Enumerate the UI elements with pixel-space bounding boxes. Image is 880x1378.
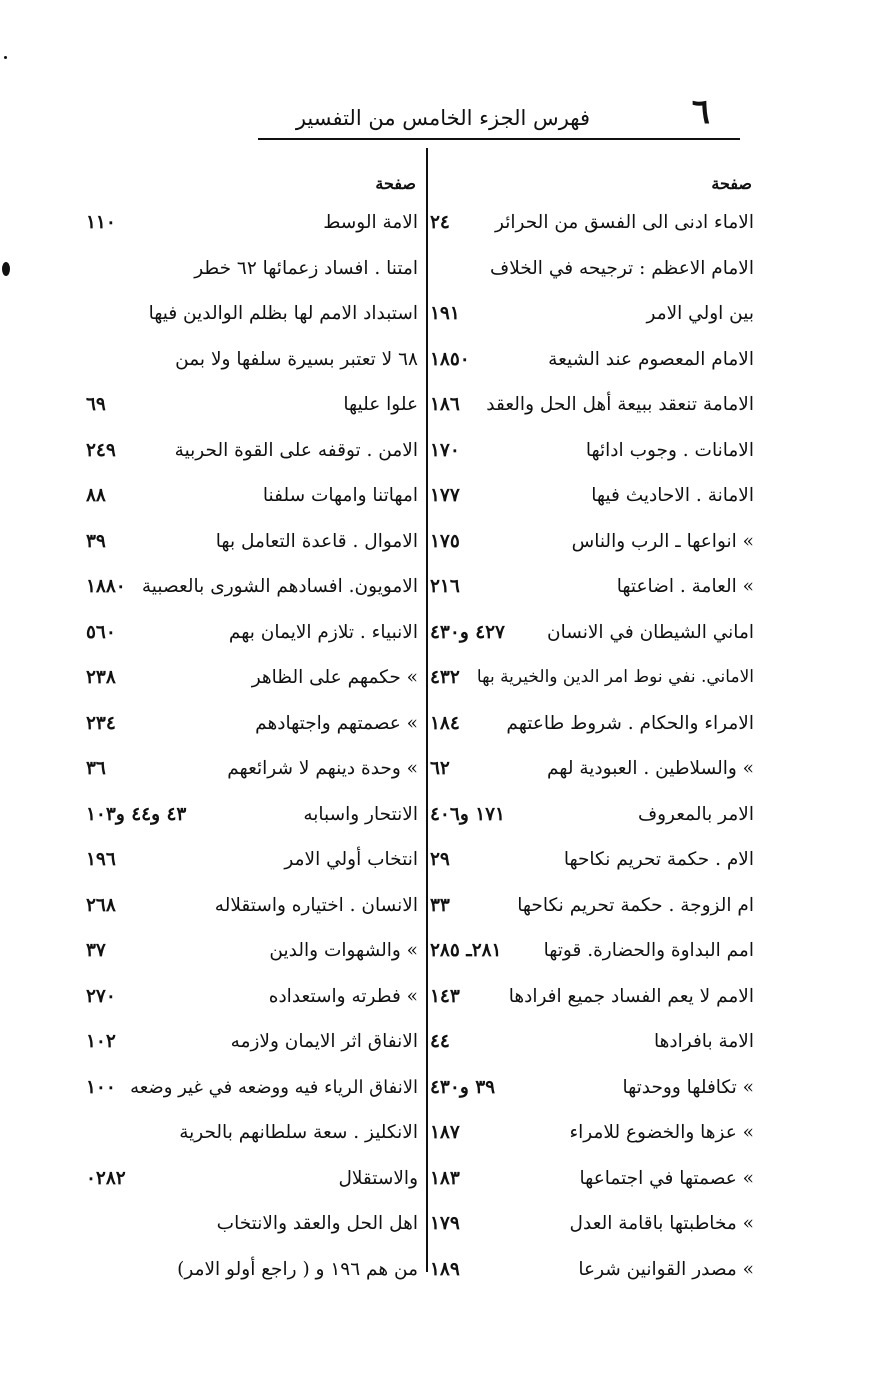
index-entry	[430, 428, 756, 474]
index-entry	[86, 883, 420, 929]
page-header	[258, 92, 710, 138]
entry-text: الامة الوسط	[323, 212, 418, 233]
entry-text: الامويون. افسادهم الشورى بالعصبية	[141, 576, 418, 597]
entry-page-number: ٢١٦	[430, 576, 460, 597]
entry-page-number: ١٨٧	[430, 1122, 460, 1143]
index-entry	[430, 655, 756, 701]
entry-text: الانتحار واسبابه	[303, 803, 418, 825]
entry-text: امتنا . افساد زعمائها ٦٢ خطر	[194, 257, 418, 279]
entry-page-number: ١٧٧	[430, 485, 460, 506]
index-entry	[86, 792, 420, 838]
entry-text: اهل الحل والعقد والانتخاب	[216, 1213, 418, 1234]
entry-page-number: ٣٣	[430, 894, 450, 916]
index-entry	[430, 928, 756, 974]
entry-page-number: ٤٢٧ و٤٣٠	[430, 621, 505, 643]
entry-text: » العامة . اضاعتها	[616, 576, 754, 597]
entry-text: امهاتنا وامهات سلفنا	[262, 485, 418, 506]
entry-page-number: ١٨٣	[430, 1167, 460, 1189]
index-entry	[430, 337, 756, 383]
entry-text: انتخاب أولي الامر	[284, 849, 418, 870]
entry-text: » عصمتها في اجتماعها	[579, 1167, 754, 1189]
entry-page-number: ١٠٢	[86, 1031, 116, 1052]
index-entry	[430, 701, 756, 747]
index-entry	[86, 428, 420, 474]
entry-text: الام . حكمة تحريم نكاحها	[563, 849, 754, 870]
entry-page-number: ٢٩	[430, 849, 450, 870]
entry-text: الانفاق الرياء فيه ووضعه في غير وضعه	[130, 1076, 418, 1098]
entry-text: ٦٨ لا تعتبر بسيرة سلفها ولا بمن	[175, 348, 418, 370]
index-entry	[86, 928, 420, 974]
entry-text: الامر بالمعروف	[637, 803, 754, 825]
index-entry	[86, 337, 420, 383]
index-entry	[86, 1247, 420, 1293]
entry-page-number: ١٧١ و٤٠٦	[430, 803, 505, 825]
scan-mark	[2, 262, 10, 276]
entry-text: من هم ١٩٦ و ( راجع أولو الامر)	[177, 1258, 418, 1280]
entry-text: » انواعها ـ الرب والناس	[571, 530, 754, 552]
entry-text: والاستقلال	[338, 1167, 418, 1189]
entry-text: » مصدر القوانين شرعا	[578, 1258, 754, 1280]
index-entry	[430, 519, 756, 565]
page-number: ٦	[691, 92, 710, 132]
index-entry	[430, 837, 756, 883]
index-entry	[430, 1065, 756, 1111]
entry-page-number: ٢٣٤	[86, 712, 116, 734]
entry-text: الامام المعصوم عند الشيعة	[548, 348, 754, 370]
entry-text: الامن . توقفه على القوة الحربية	[174, 439, 418, 461]
entry-text: » عزها والخضوع للامراء	[569, 1122, 754, 1143]
index-entry	[86, 1065, 420, 1111]
index-column-right	[430, 168, 756, 1292]
entry-page-number: ٢٤	[430, 212, 450, 233]
index-column-left	[86, 168, 420, 1292]
entry-text: الامانات . وجوب ادائها	[585, 439, 754, 461]
entry-text: » وحدة دينهم لا شرائعهم	[227, 758, 418, 779]
index-entry	[86, 1201, 420, 1247]
index-entry	[86, 610, 420, 656]
entry-page-number: ١٨٥٠	[430, 348, 470, 370]
entry-text: الامراء والحكام . شروط طاعتهم	[506, 712, 754, 734]
index-entry	[430, 200, 756, 246]
entry-page-number: ١٩١	[430, 303, 460, 324]
index-entry	[86, 564, 420, 610]
entry-page-number: ٤٤	[430, 1031, 450, 1052]
entry-page-number: ٢٨١ـ ٢٨٥	[430, 940, 502, 961]
entry-text: بين اولي الامر	[646, 303, 754, 324]
entry-text: الانبياء . تلازم الايمان بهم	[228, 621, 418, 643]
index-entry	[430, 246, 756, 292]
index-entry	[86, 701, 420, 747]
entry-page-number: ٦٩	[86, 394, 106, 415]
entry-page-number: ٤٣٢	[430, 667, 460, 688]
entry-text: » والسلاطين . العبودية لهم	[547, 758, 754, 779]
index-entry	[430, 473, 756, 519]
entry-page-number: ٣٩	[86, 530, 106, 552]
entry-text: الاموال . قاعدة التعامل بها	[215, 530, 418, 552]
index-entry	[430, 1156, 756, 1202]
entry-page-number: ١٤٣	[430, 985, 460, 1007]
entry-page-number: ٠٢٨٢	[86, 1167, 126, 1189]
entry-page-number: ١٨٨٠	[86, 576, 126, 597]
index-entry	[86, 655, 420, 701]
entry-text: علوا عليها	[343, 394, 418, 415]
index-entry	[430, 792, 756, 838]
entry-text: الامامة تنعقد ببيعة أهل الحل والعقد	[486, 394, 754, 415]
index-entry	[86, 1019, 420, 1065]
scan-speck	[4, 56, 7, 59]
index-entry	[430, 746, 756, 792]
index-entry	[430, 974, 756, 1020]
entry-page-number: ١٠٠	[86, 1076, 116, 1098]
index-entry	[430, 291, 756, 337]
entry-page-number: ١١٠	[86, 212, 116, 233]
index-entry	[430, 1201, 756, 1247]
index-entry	[430, 883, 756, 929]
entry-page-number: ١٨٩	[430, 1258, 460, 1280]
entry-page-number: ١٩٦	[86, 849, 116, 870]
entry-text: امم البداوة والحضارة. قوتها	[543, 940, 754, 961]
entry-page-number: ٥٦٠	[86, 621, 116, 643]
entry-text: الامم لا يعم الفساد جميع افرادها	[508, 985, 754, 1007]
entry-page-number: ٢٣٨	[86, 667, 116, 688]
column-divider	[426, 148, 428, 1272]
index-entry	[86, 1156, 420, 1202]
entry-text: الاماء ادنى الى الفسق من الحرائر	[495, 212, 754, 233]
index-entry	[86, 519, 420, 565]
entry-page-number: ٢٦٨	[86, 894, 116, 916]
index-entry	[430, 564, 756, 610]
index-entry	[86, 291, 420, 337]
entry-text: » عصمتهم واجتهادهم	[255, 712, 418, 734]
entry-page-number: ٤٣ و٤٤ و١٠٣	[86, 803, 187, 825]
entry-page-number: ٣٦	[86, 758, 106, 779]
index-entry	[86, 382, 420, 428]
index-entry	[86, 1110, 420, 1156]
entry-text: » مخاطبتها باقامة العدل	[569, 1213, 754, 1234]
entry-text: الاماني. نفي نوط امر الدين والخيرية بها	[476, 667, 754, 687]
entry-page-number: ١٧٩	[430, 1213, 460, 1234]
index-entry	[430, 610, 756, 656]
entry-page-number: ٦٢	[430, 758, 450, 779]
page-title: فهرس الجزء الخامس من التفسير	[295, 106, 590, 130]
index-entry	[86, 974, 420, 1020]
entry-page-number: ٢٤٩	[86, 439, 116, 461]
entry-text: » والشهوات والدين	[269, 940, 418, 961]
entry-page-number: ١٧٥	[430, 530, 460, 552]
entry-page-number: ٣٩ و٤٣٠	[430, 1076, 496, 1098]
index-entry	[430, 382, 756, 428]
entry-page-number: ٢٧٠	[86, 985, 116, 1007]
index-entry	[86, 837, 420, 883]
entry-text: استبداد الامم لها بظلم الوالدين فيها	[148, 303, 418, 324]
entry-text: اماني الشيطان في الانسان	[547, 621, 754, 643]
entry-text: الامانة . الاحاديث فيها	[591, 485, 754, 506]
entry-text: الامة بافرادها	[653, 1031, 754, 1052]
header-rule	[258, 138, 740, 140]
entry-text: » فطرته واستعداده	[268, 985, 418, 1007]
entry-page-number: ١٨٦	[430, 394, 460, 415]
entry-text: » تكافلها ووحدتها	[622, 1076, 754, 1098]
index-entry	[430, 1247, 756, 1293]
index-entry	[430, 1110, 756, 1156]
entry-text: الانفاق اثر الايمان ولازمه	[230, 1031, 418, 1052]
entry-text: الانسان . اختياره واستقلاله	[214, 894, 418, 916]
entry-text: » حكمهم على الظاهر	[251, 667, 418, 688]
entry-text: الانكليز . سعة سلطانهم بالحرية	[179, 1122, 418, 1143]
column-heading-page: صفحة	[375, 174, 416, 193]
column-heading-page: صفحة	[711, 174, 752, 193]
entry-page-number: ١٧٠	[430, 439, 460, 461]
index-entry	[86, 246, 420, 292]
index-entry	[430, 1019, 756, 1065]
entry-page-number: ٨٨	[86, 485, 106, 506]
index-entry	[86, 200, 420, 246]
entry-text: الامام الاعظم : ترجيحه في الخلاف	[490, 257, 754, 279]
entry-page-number: ٣٧	[86, 940, 106, 961]
entry-text: ام الزوجة . حكمة تحريم نكاحها	[517, 894, 754, 916]
index-entry	[86, 746, 420, 792]
index-entry	[86, 473, 420, 519]
entry-page-number: ١٨٤	[430, 712, 460, 734]
